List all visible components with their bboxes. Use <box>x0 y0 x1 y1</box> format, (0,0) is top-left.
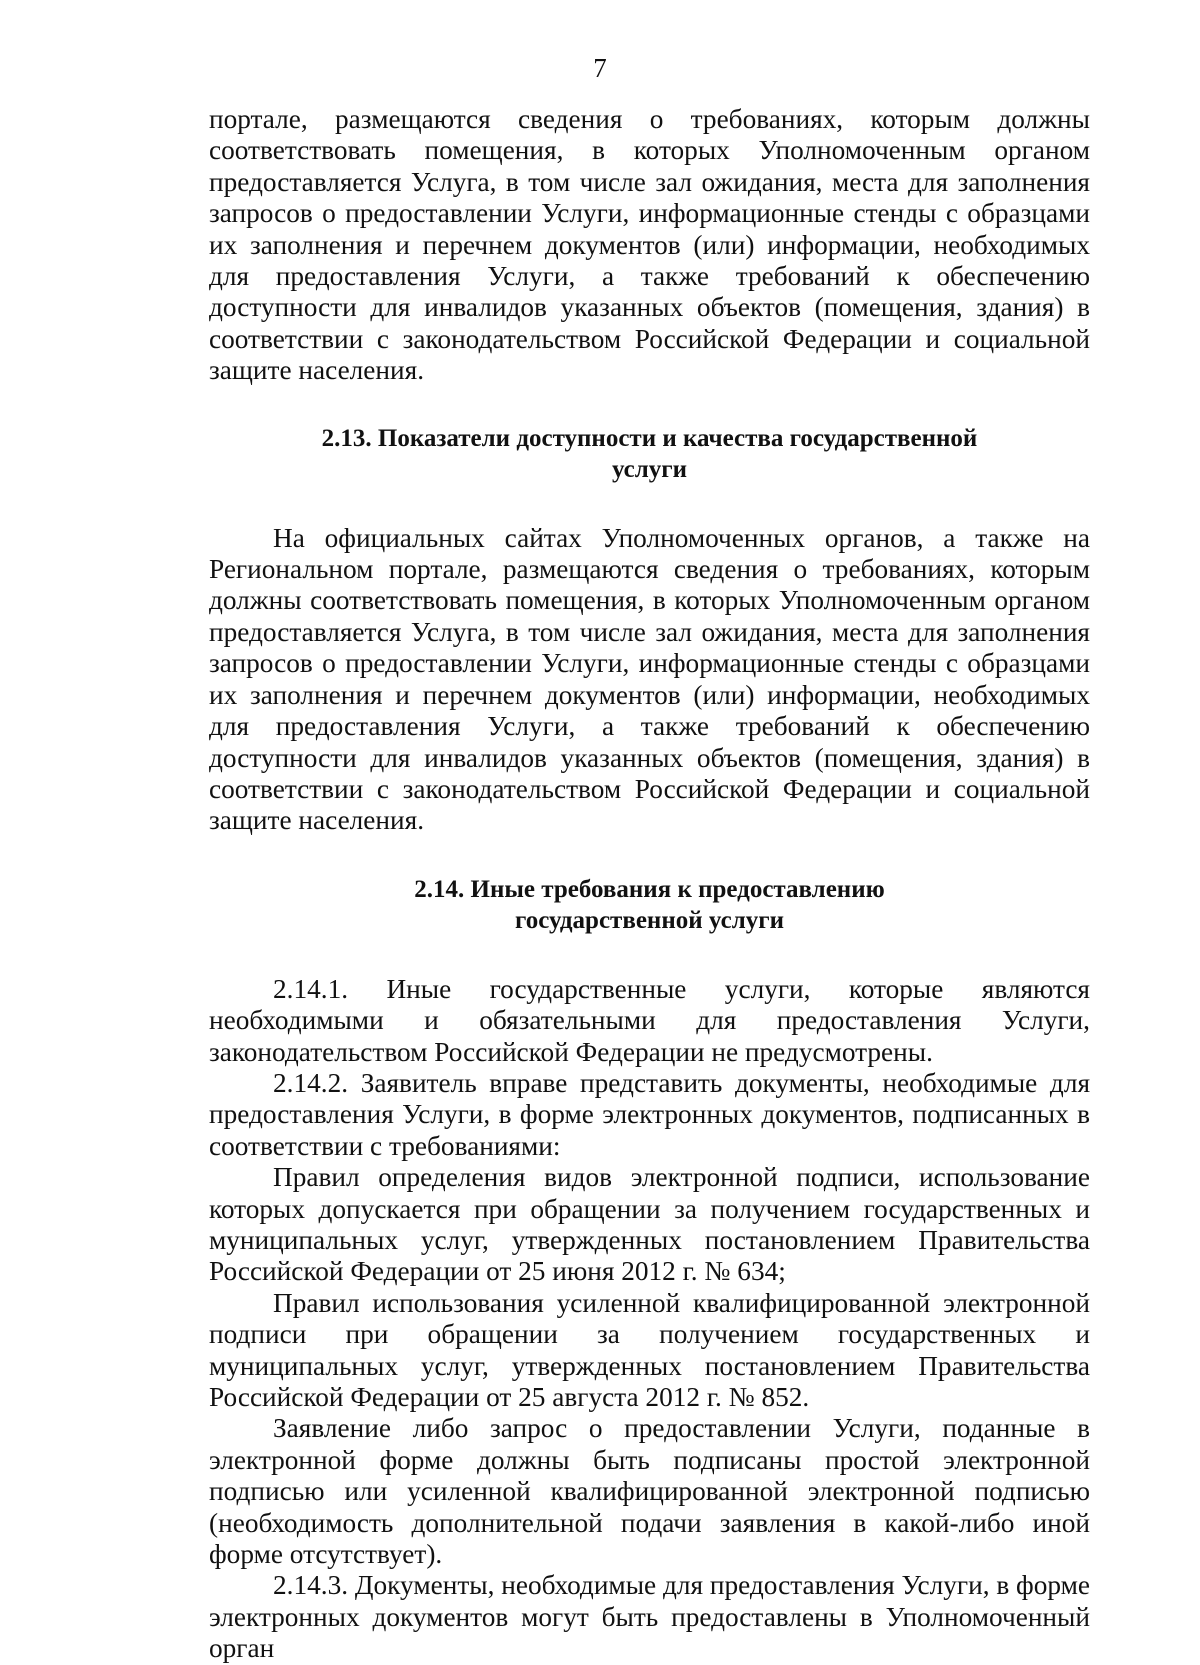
section-2-13-heading-line1: 2.13. Показатели доступности и качества государственной <box>321 424 978 452</box>
section-2-14-heading <box>209 874 1090 936</box>
page-number: 7 <box>593 53 607 83</box>
paragraph-2-14-1: 2.14.1. Иные государственные услуги, которые являются необходимыми и обязательными для предоставления Услуги, законодательством Российской Федерации не предусмотрены. <box>209 973 1090 1067</box>
paragraph-rules-852: Правил использования усиленной квалифицированной электронной подписи при обращении за получением государственных и муниципальных услуг, утвержденных постановлением Правительства Российской Федерации от 25 августа 2012 г. № 852. <box>209 1287 1090 1412</box>
section-2-14-heading-line1: 2.14. Иные требования к предоставлению <box>414 875 885 903</box>
paragraph-2-14-2: 2.14.2. Заявитель вправе представить документы, необходимые для предоставления Услуги, в форме электронных документов, подписанных в соответствии с требованиями: <box>209 1067 1090 1161</box>
paragraph-2-14-3: 2.14.3. Документы, необходимые для предоставления Услуги, в форме электронных документов могут быть предоставлены в Уполномоченный орган <box>209 1570 1091 1664</box>
section-2-14-heading-line2: государственной услуги <box>514 906 785 934</box>
paragraph-rules-634: Правил определения видов электронной подписи, использование которых допускается при обращении за получением государственных и муниципальных услуг, утвержденных постановлением Правительства Российской Федерации от 25 июня 2012 г. № 634; <box>209 1162 1090 1287</box>
section-2-13-heading <box>209 423 1090 485</box>
document-body <box>209 104 1090 1665</box>
paragraph-application-signature: Заявление либо запрос о предоставлении Услуги, поданные в электронной форме должны быть подписаны простой электронной подписью или усиленной квалифицированной электронной подписью (необходимость дополнительной подачи заявления в какой-либо иной форме отсутствует). <box>209 1413 1090 1570</box>
intro-paragraph: портале, размещаются сведения о требованиях, которым должны соответствовать помещения, в которых Уполномоченным органом предоставляется Услуга, в том числе зал ожидания, места для заполнения запросов о предоставлении Услуги, информационные стенды с образцами их заполнения и перечнем документов (или) информации, необходимых для предоставления Услуги, а также требований к обеспечению доступности для инвалидов указанных объектов (помещения, здания) в соответствии с законодательством Российской Федерации и социальной защите населения. <box>209 104 1090 386</box>
section-2-13-paragraph: На официальных сайтах Уполномоченных органов, а также на Региональном портале, размещаются сведения о требованиях, которым должны соответствовать помещения, в которых Уполномоченным органом предоставляется Услуга, в том числе зал ожидания, места для заполнения запросов о предоставлении Услуги, информационные стенды с образцами их заполнения и перечнем документов (или) информации, необходимых для предоставления Услуги, а также требований к обеспечению доступности для инвалидов указанных объектов (помещения, здания) в соответствии с законодательством Российской Федерации и социальной защите населения. <box>209 522 1090 836</box>
section-2-13-heading-line2: услуги <box>611 455 688 483</box>
